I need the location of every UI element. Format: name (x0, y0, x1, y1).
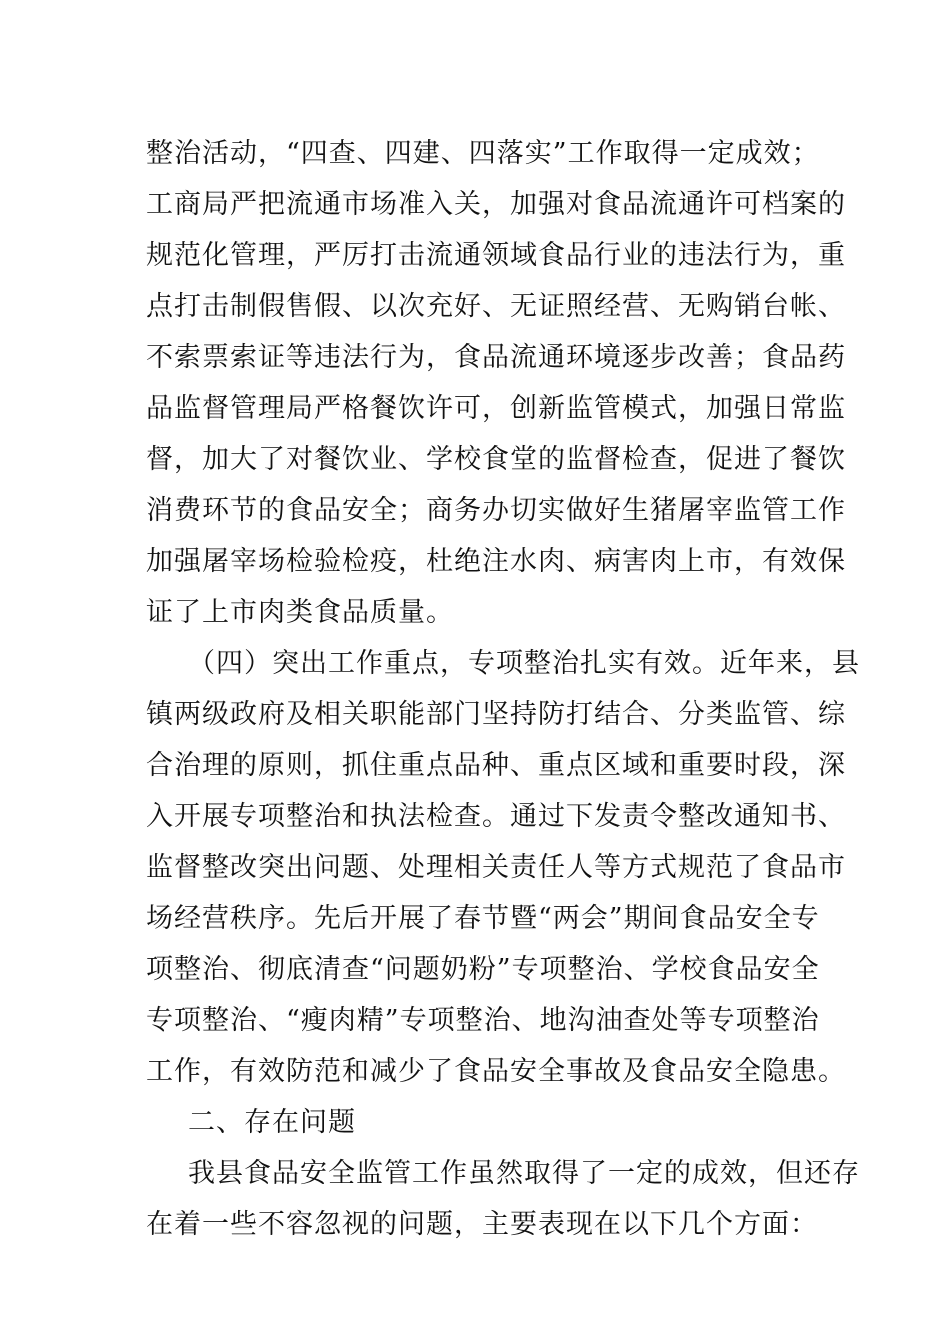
text-line: 工商局严把流通市场准入关，加强对食品流通许可档案的 (146, 189, 846, 220)
text-line: 消费环节的食品安全；商务办切实做好生猪屠宰监管工作 (146, 495, 846, 526)
text-line: 项整治、彻底清查“问题奶粉”专项整治、学校食品安全 (146, 954, 820, 985)
section-heading: 二、存在问题 (188, 1107, 356, 1138)
text-line: 整治活动，“四查、四建、四落实”工作取得一定成效； (146, 138, 820, 169)
text-line: 在着一些不容忽视的问题，主要表现在以下几个方面： (146, 1209, 818, 1240)
text-line: 镇两级政府及相关职能部门坚持防打结合、分类监管、综 (146, 699, 846, 730)
text-line: 点打击制假售假、以次充好、无证照经营、无购销台帐、 (146, 291, 846, 322)
text-line: 证了上市肉类食品质量。 (146, 597, 454, 628)
paragraph-start-line: （四）突出工作重点，专项整治扎实有效。近年来，县 (188, 648, 860, 679)
text-line: 监督整改突出问题、处理相关责任人等方式规范了食品市 (146, 852, 846, 883)
text-line: 场经营秩序。先后开展了春节暨“两会”期间食品安全专 (146, 903, 820, 934)
text-line: 合治理的原则，抓住重点品种、重点区域和重要时段，深 (146, 750, 846, 781)
text-line: 工作，有效防范和减少了食品安全事故及食品安全隐患。 (146, 1056, 846, 1087)
text-line: 规范化管理，严厉打击流通领域食品行业的违法行为，重 (146, 240, 846, 271)
text-line: 入开展专项整治和执法检查。通过下发责令整改通知书、 (146, 801, 846, 832)
text-line: 专项整治、“瘦肉精”专项整治、地沟油查处等专项整治 (146, 1005, 820, 1036)
text-line: 加强屠宰场检验检疫，杜绝注水肉、病害肉上市，有效保 (146, 546, 846, 577)
text-line: 不索票索证等违法行为，食品流通环境逐步改善；食品药 (146, 342, 846, 373)
text-line: 督，加大了对餐饮业、学校食堂的监督检查，促进了餐饮 (146, 444, 846, 475)
document-body (146, 128, 860, 1250)
text-line: 品监督管理局严格餐饮许可，创新监管模式，加强日常监 (146, 393, 846, 424)
paragraph-start-line: 我县食品安全监管工作虽然取得了一定的成效，但还存 (188, 1158, 860, 1189)
